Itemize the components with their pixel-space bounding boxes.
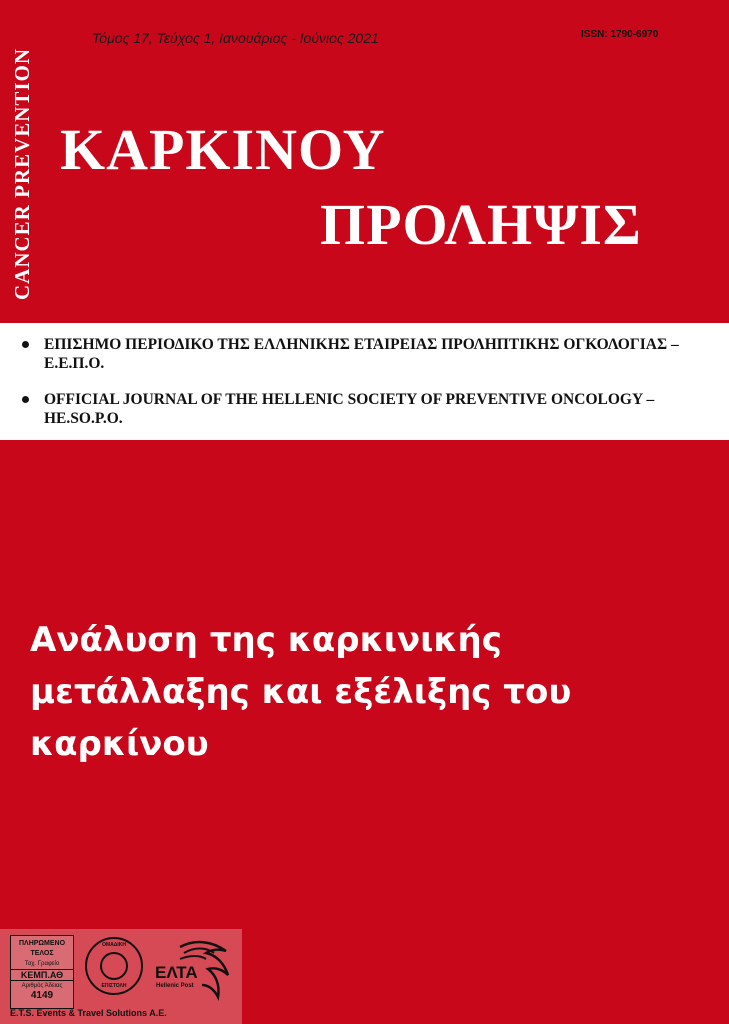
stamp-text: ΠΛΗΡΩΜΕΝΟ bbox=[18, 940, 66, 947]
group-stamp-top-text: ΟΜΑΔΙΚΗ bbox=[102, 942, 126, 948]
description-band bbox=[0, 323, 729, 440]
spine-title: CANCER PREVENTION bbox=[10, 47, 34, 300]
description-item-english bbox=[22, 390, 712, 428]
bullet-icon bbox=[22, 341, 29, 348]
journal-title-line-2: ΠΡΟΛΗΨΙΣ bbox=[320, 192, 642, 257]
stamp-text: ΚΕΜΠ.ΑΘ bbox=[11, 969, 73, 981]
description-text: OFFICIAL JOURNAL OF THE HELLENIC SOCIETY OF PREVENTIVE ONCOLOGY – HE.SO.P.O. bbox=[44, 391, 655, 427]
stamp-text: ΤΕΛΟΣ bbox=[30, 950, 54, 957]
article-title-line-1: Ανάλυση της καρκινικής bbox=[30, 620, 502, 660]
group-stamp-bottom-text: ΕΠΙΣΤΟΛΗ bbox=[101, 983, 127, 989]
group-mail-stamp-icon bbox=[85, 937, 143, 995]
postal-info-box bbox=[0, 929, 242, 1024]
journal-title-line-1: ΚΑΡΚΙΝΟΥ bbox=[60, 117, 386, 182]
stamp-text: 4149 bbox=[30, 990, 54, 1001]
elta-subtitle: Hellenic Post bbox=[156, 983, 194, 989]
publisher-name: E.T.S. Events & Travel Solutions A.E. bbox=[10, 1008, 167, 1018]
stamp-text: Αριθμός Άδειας bbox=[21, 983, 63, 989]
article-title-line-2: μετάλλαξης και εξέλιξης του bbox=[30, 672, 572, 712]
issn-label: ISSN: 1790-6970 bbox=[581, 29, 659, 40]
elta-name: ΕΛΤΑ bbox=[155, 963, 198, 982]
postage-paid-stamp bbox=[10, 935, 74, 1009]
group-stamp-inner-ring bbox=[100, 952, 128, 980]
article-title-line-3: καρκίνου bbox=[30, 724, 209, 764]
description-item-greek bbox=[22, 335, 712, 373]
article-title bbox=[30, 614, 720, 770]
stamp-text: Ταχ. Γραφείο bbox=[24, 961, 60, 967]
issue-info: Τόμος 17, Τεύχος 1, Ιανουάριος - Ιούνιος 2021 bbox=[92, 30, 379, 46]
description-text: ΕΠΙΣΗΜΟ ΠΕΡΙΟΔΙΚΟ ΤΗΣ ΕΛΛΗΝΙΚΗΣ ΕΤΑΙΡΕΙΑΣ ΠΡΟΛΗΠΤΙΚΗΣ ΟΓΚΟΛΟΓΙΑΣ – Ε.Ε.Π.Ο. bbox=[44, 336, 679, 372]
bullet-icon bbox=[22, 396, 29, 403]
